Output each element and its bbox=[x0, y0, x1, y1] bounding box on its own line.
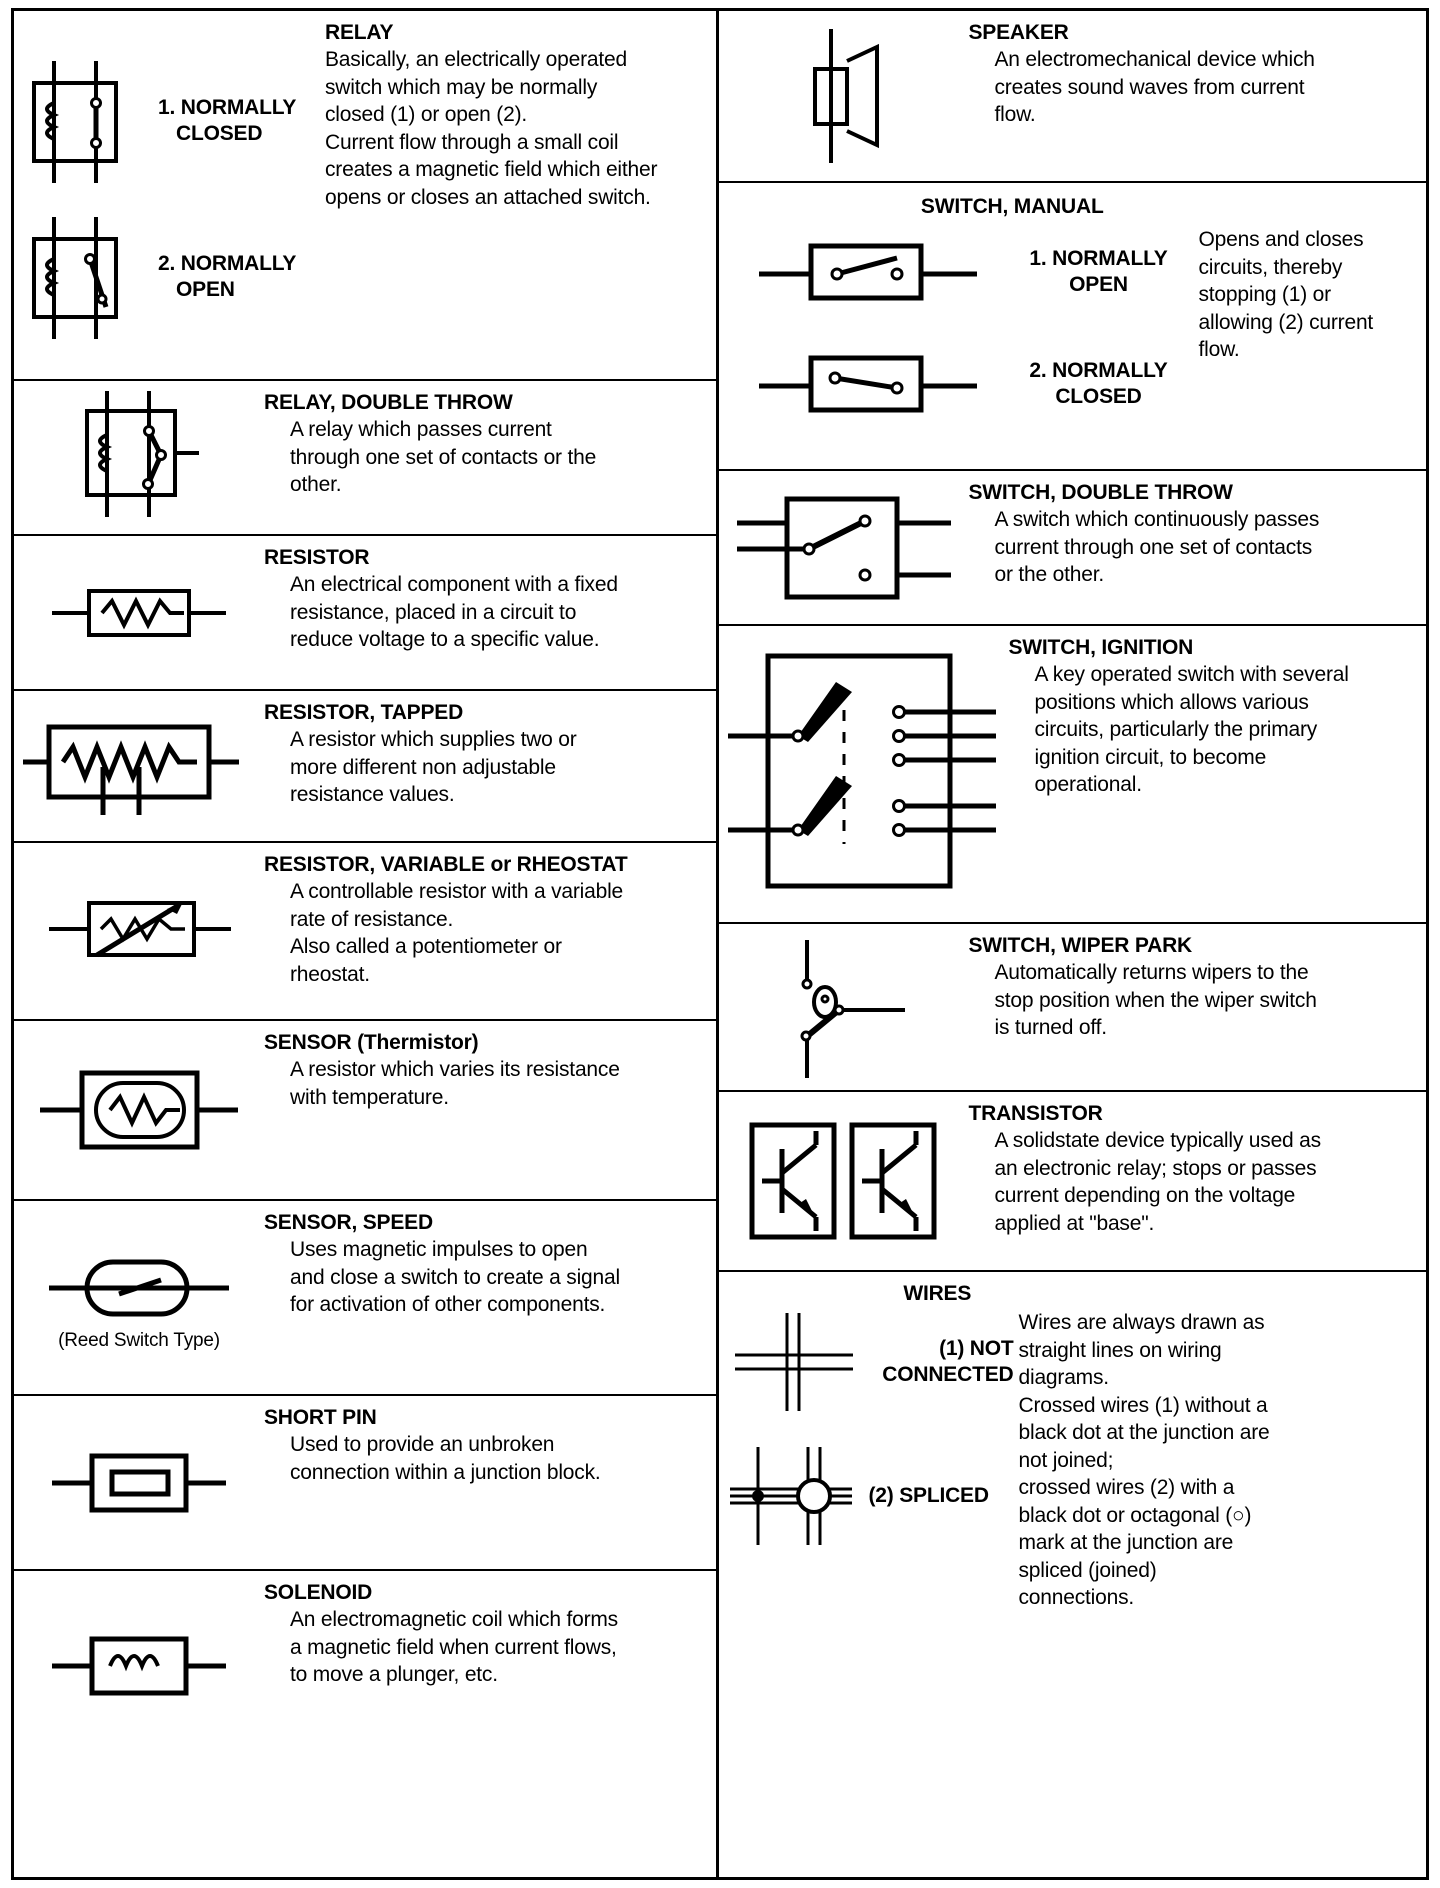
double-throw-switch-description: A switch which continuously passes current through one set of contacts or the other. bbox=[994, 508, 1320, 586]
solenoid-icon bbox=[44, 1621, 234, 1711]
entry-speaker bbox=[719, 11, 1427, 183]
speed-sensor-text: SENSOR, SPEED Uses magnetic impulses to open and close a switch to create a signal for activation of other components. bbox=[264, 1201, 716, 1394]
wires-not-connected-symbol bbox=[719, 1307, 869, 1417]
resistor-variable-description: A controllable resistor with a variable rate of resistance. Also called a potentiometer or rheostat. bbox=[290, 880, 624, 986]
switch-manual-title: SWITCH, MANUAL bbox=[920, 195, 1104, 218]
wires-label-1: (1) NOT CONNECTED bbox=[882, 1337, 1014, 1386]
wiper-park-switch-icon bbox=[739, 932, 949, 1082]
entry-sensor-thermistor bbox=[14, 1021, 716, 1201]
speed-sensor-caption: (Reed Switch Type) bbox=[58, 1329, 220, 1351]
entry-switch-manual bbox=[719, 183, 1427, 471]
manual-switch-open-symbol bbox=[719, 232, 1019, 312]
double-throw-switch-icon bbox=[729, 483, 959, 613]
speaker-icon bbox=[769, 21, 919, 171]
ignition-switch-symbol bbox=[719, 626, 1009, 922]
switch-manual-label-2: 2. NORMALLY CLOSED bbox=[1029, 359, 1168, 408]
entry-switch-ignition bbox=[719, 626, 1427, 924]
right-column bbox=[719, 11, 1427, 1877]
ignition-switch-text: SWITCH, IGNITION A key operated switch with several positions which allows various circuits, particularly the primary ignition circuit, to become operational. bbox=[1009, 626, 1427, 922]
short-pin-description: Used to provide an unbroken connection within a junction block. bbox=[290, 1433, 601, 1484]
entry-switch-double-throw bbox=[719, 471, 1427, 626]
wires-symbols bbox=[719, 1307, 1019, 1612]
manual-switch-closed-symbol bbox=[719, 344, 1019, 424]
wires-label-2: (2) SPLICED bbox=[868, 1484, 989, 1507]
transistor-description: A solidstate device typically used as an electronic relay; stops or passes current depending on the voltage applied at "base". bbox=[994, 1129, 1321, 1235]
transistor-symbol bbox=[719, 1092, 969, 1270]
relay-double-throw-text: RELAY, DOUBLE THROW A relay which passes current through one set of contacts or the other. bbox=[264, 381, 716, 534]
resistor-text: RESISTOR An electrical component with a fixed resistance, placed in a circuit to reduce voltage to a specific value. bbox=[264, 536, 716, 689]
entry-relay-double-throw bbox=[14, 381, 716, 536]
wires-spliced-icon bbox=[724, 1441, 864, 1551]
entry-resistor bbox=[14, 536, 716, 691]
thermistor-text: SENSOR (Thermistor) A resistor which varies its resistance with temperature. bbox=[264, 1021, 716, 1199]
symbol-table bbox=[11, 8, 1429, 1880]
thermistor-description: A resistor which varies its resistance with temperature. bbox=[290, 1058, 620, 1109]
resistor-tapped-text: RESISTOR, TAPPED A resistor which supplies two or more different non adjustable resistance values. bbox=[264, 691, 716, 841]
wires-title: WIRES bbox=[903, 1282, 972, 1305]
entry-resistor-variable bbox=[14, 843, 716, 1021]
relay-symbol bbox=[14, 11, 299, 379]
resistor-variable-icon bbox=[39, 881, 239, 981]
wiper-park-switch-text: SWITCH, WIPER PARK Automatically returns wipers to the stop position when the wiper switch is turned off. bbox=[969, 924, 1427, 1090]
entry-switch-wiper-park bbox=[719, 924, 1427, 1092]
switch-manual-label-1: 1. NORMALLY OPEN bbox=[1029, 247, 1168, 296]
resistor-symbol bbox=[14, 536, 264, 689]
transistor-text: TRANSISTOR A solidstate device typically used as an electronic relay; stops or passes current depending on the voltage applied at "base". bbox=[969, 1092, 1427, 1270]
thermistor-icon bbox=[34, 1055, 244, 1165]
resistor-icon bbox=[44, 573, 234, 653]
speaker-text: SPEAKER An electromechanical device which creates sound waves from current flow. bbox=[969, 11, 1427, 181]
ignition-switch-icon bbox=[724, 648, 1004, 898]
entry-wires bbox=[719, 1272, 1427, 1609]
relay-normally-open-icon bbox=[14, 207, 154, 347]
solenoid-description: An electromagnetic coil which forms a magnetic field when current flows, to move a plunger, etc. bbox=[290, 1608, 618, 1686]
speed-sensor-description: Uses magnetic impulses to open and close a switch to create a signal for activation of other components. bbox=[290, 1238, 620, 1316]
left-column bbox=[14, 11, 719, 1877]
thermistor-symbol bbox=[14, 1021, 264, 1199]
short-pin-symbol bbox=[14, 1396, 264, 1569]
speaker-symbol bbox=[719, 11, 969, 181]
entry-short-pin bbox=[14, 1396, 716, 1571]
resistor-variable-text: RESISTOR, VARIABLE or RHEOSTAT A controllable resistor with a variable rate of resistance. Also called a potentiometer or rheostat. bbox=[264, 843, 716, 1019]
entry-solenoid bbox=[14, 1571, 716, 1877]
reed-switch-icon bbox=[39, 1244, 239, 1330]
resistor-tapped-icon bbox=[19, 711, 259, 821]
double-throw-switch-symbol bbox=[719, 471, 969, 624]
transistor-icon bbox=[734, 1111, 954, 1251]
resistor-variable-symbol bbox=[14, 843, 264, 1019]
ignition-switch-description: A key operated switch with several positions which allows various circuits, particularly the primary ignition circuit, to become operational. bbox=[1034, 663, 1349, 796]
double-throw-switch-text: SWITCH, DOUBLE THROW A switch which continuously passes current through one set of contacts or the other. bbox=[969, 471, 1427, 624]
solenoid-text: SOLENOID An electromagnetic coil which forms a magnetic field when current flows, to move a plunger, etc. bbox=[264, 1571, 716, 1877]
switch-manual-description: Opens and closes circuits, thereby stopping (1) or allowing (2) current flow. bbox=[1198, 228, 1374, 361]
switch-normally-open-icon bbox=[749, 232, 989, 312]
entry-transistor bbox=[719, 1092, 1427, 1272]
short-pin-icon bbox=[44, 1438, 234, 1528]
wires-description: Wires are always drawn as straight lines on wiring diagrams. Crossed wires (1) without a black dot at the junction are not joined; crossed wires (2) with a black dot or octagonal (○) mark at the junction are spliced (joined) connections. bbox=[1018, 1311, 1270, 1609]
relay-label-1: 1. NORMALLY CLOSED bbox=[158, 96, 297, 145]
relay-text: RELAY Basically, an electrically operated switch which may be normally closed (1) or open (2). Current flow through a small coil creates a magnetic field which either opens or closes an attached switch. bbox=[299, 11, 716, 379]
wiper-park-switch-description: Automatically returns wipers to the stop position when the wiper switch is turned off. bbox=[994, 961, 1317, 1039]
speed-sensor-symbol bbox=[14, 1201, 264, 1394]
wires-crossing-not-connected-icon bbox=[729, 1307, 859, 1417]
entry-resistor-tapped bbox=[14, 691, 716, 843]
entry-relay bbox=[14, 11, 716, 381]
switch-normally-closed-icon bbox=[749, 344, 989, 424]
speaker-description: An electromechanical device which creates sound waves from current flow. bbox=[994, 48, 1315, 126]
resistor-tapped-symbol bbox=[14, 691, 264, 841]
relay-double-throw-description: A relay which passes current through one set of contacts or the other. bbox=[290, 418, 597, 496]
relay-double-throw-icon bbox=[59, 383, 219, 533]
relay-description: Basically, an electrically operated switch which may be normally closed (1) or open (2). Current flow through a small coil creates a magnetic field which either opens or closes an attached switch. bbox=[325, 48, 658, 209]
entry-sensor-speed bbox=[14, 1201, 716, 1396]
short-pin-text: SHORT PIN Used to provide an unbroken connection within a junction block. bbox=[264, 1396, 716, 1569]
wiper-park-switch-symbol bbox=[719, 924, 969, 1090]
relay-normally-closed-icon bbox=[14, 51, 154, 191]
resistor-description: An electrical component with a fixed resistance, placed in a circuit to reduce voltage to a specific value. bbox=[290, 573, 618, 651]
relay-label-2: 2. NORMALLY OPEN bbox=[158, 252, 297, 301]
wires-spliced-symbol bbox=[719, 1441, 869, 1551]
relay-double-throw-symbol bbox=[14, 381, 264, 534]
solenoid-symbol bbox=[14, 1571, 264, 1877]
resistor-tapped-description: A resistor which supplies two or more different non adjustable resistance values. bbox=[290, 728, 577, 806]
